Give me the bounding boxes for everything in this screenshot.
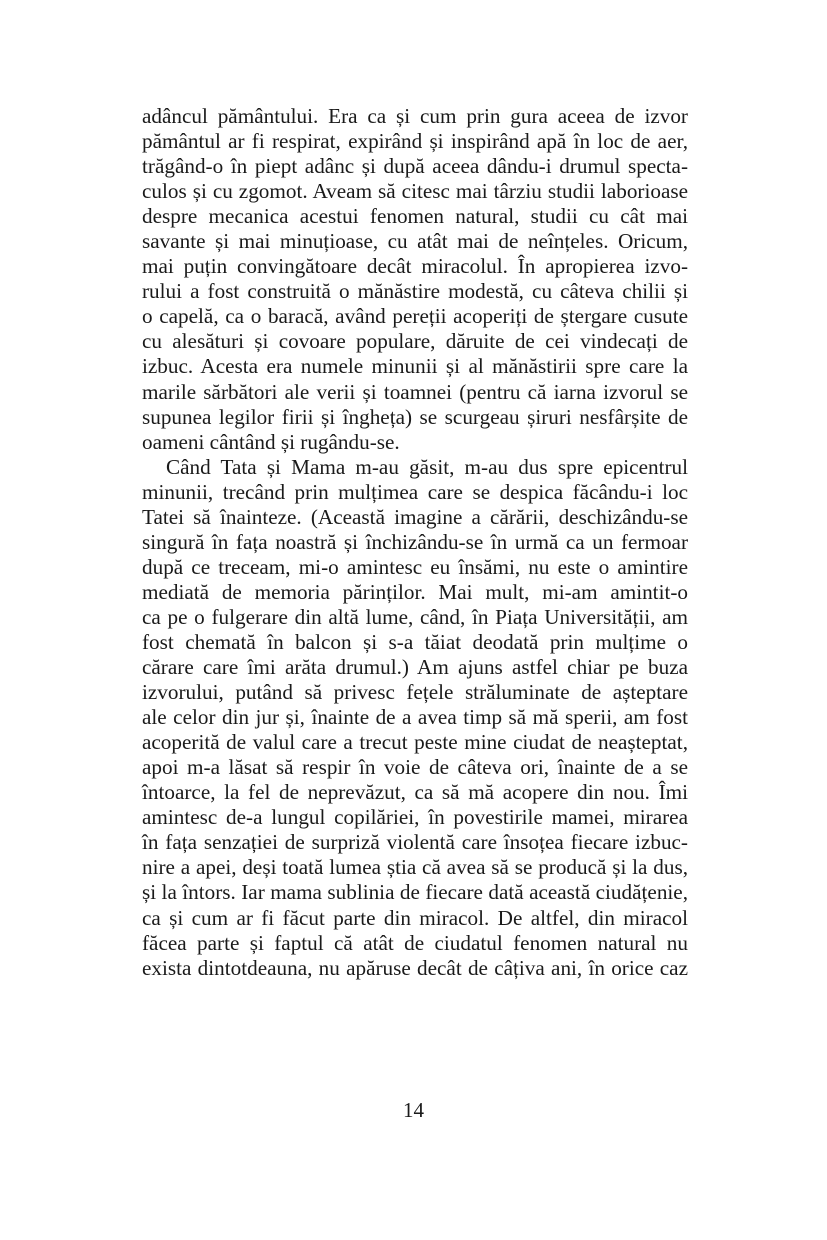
text-line: oameni cântând și rugându-se. [142, 429, 400, 454]
text-line: ca și cum ar fi făcut parte din miracol. De altfel, din miracol [142, 905, 688, 930]
text-line: despre mecanica acestui fenomen natural, studii cu cât mai [142, 204, 688, 229]
text-line: pământul ar fi respirat, expirând și inspirând apă în loc de aer, [142, 129, 688, 154]
text-line: culos și cu zgomot. Aveam să citesc mai târziu studii laborioase [142, 179, 688, 204]
text-line: făcea parte și faptul că atât de ciudatul fenomen natural nu [142, 930, 688, 955]
text-line: o capelă, ca o baracă, având pereții acoperiți de ștergare cusute [142, 304, 688, 329]
text-line: savante și mai minuțioase, cu atât mai de neînțeles. Oricum, [142, 229, 688, 254]
text-line: Când Tata și Mama m-au găsit, m-au dus spre epicentrul [166, 454, 688, 479]
text-line: întoarce, la fel de neprevăzut, ca să mă acopere din nou. Îmi [142, 780, 688, 805]
text-line: amintesc de-a lungul copilăriei, în povestirile mamei, mirarea [142, 805, 688, 830]
text-line: fost chemată în balcon și s-a tăiat deodată prin mulțime o [142, 629, 688, 654]
text-line: apoi m-a lăsat să respir în voie de câteva ori, înainte de a se [142, 755, 688, 780]
text-line: după ce treceam, mi-o amintesc eu însămi, nu este o amintire [142, 554, 688, 579]
text-line: și la întors. Iar mama sublinia de fiecare dată această ciudățenie, [142, 880, 688, 905]
body-text [142, 104, 688, 981]
text-line: singură în fața noastră și închizându-se în urmă ca un fermoar [142, 529, 688, 554]
text-line: cu alesături și covoare populare, dăruite de cei vindecați de [142, 329, 688, 354]
text-line: minunii, trecând prin mulțimea care se despica făcându-i loc [142, 479, 688, 504]
text-line: ca pe o fulgerare din altă lume, când, în Piața Universității, am [142, 604, 688, 629]
paragraph [142, 455, 688, 981]
paragraph [142, 104, 688, 455]
text-line: izbuc. Acesta era numele minunii și al mănăstirii spre care la [142, 354, 688, 379]
text-line: marile sărbători ale verii și toamnei (pentru că iarna izvorul se [142, 379, 688, 404]
text-line: cărare care îmi arăta drumul.) Am ajuns astfel chiar pe buza [142, 655, 688, 680]
text-line: exista dintotdeauna, nu apăruse decât de câțiva ani, în orice caz [142, 955, 688, 980]
text-line: nire a apei, deși toată lumea știa că avea să se producă și la dus, [142, 855, 688, 880]
text-line: acoperită de valul care a trecut peste mine ciudat de neașteptat, [142, 730, 688, 755]
text-line: rului a fost construită o mănăstire modestă, cu câteva chilii și [142, 279, 688, 304]
text-line: supunea legilor firii și îngheța) se scurgeau șiruri nesfârșite de [142, 404, 688, 429]
text-line: izvorului, putând să privesc fețele străluminate de așteptare [142, 680, 688, 705]
text-line: mai puțin convingătoare decât miracolul. În apropierea izvo- [142, 254, 688, 279]
text-line: ale celor din jur și, înainte de a avea timp să mă sperii, am fost [142, 705, 688, 730]
text-line: mediată de memoria părinților. Mai mult, mi-am amintit-o [142, 579, 688, 604]
text-line: în fața senzației de surpriză violentă care însoțea fiecare izbuc- [142, 830, 688, 855]
page-number: 14 [403, 1098, 424, 1122]
text-line: trăgând-o în piept adânc și după aceea dându-i drumul specta- [142, 154, 688, 179]
text-line: Tatei să înainteze. (Această imagine a cărării, deschizându-se [142, 504, 688, 529]
text-line: adâncul pământului. Era ca și cum prin gura aceea de izvor [142, 104, 688, 128]
